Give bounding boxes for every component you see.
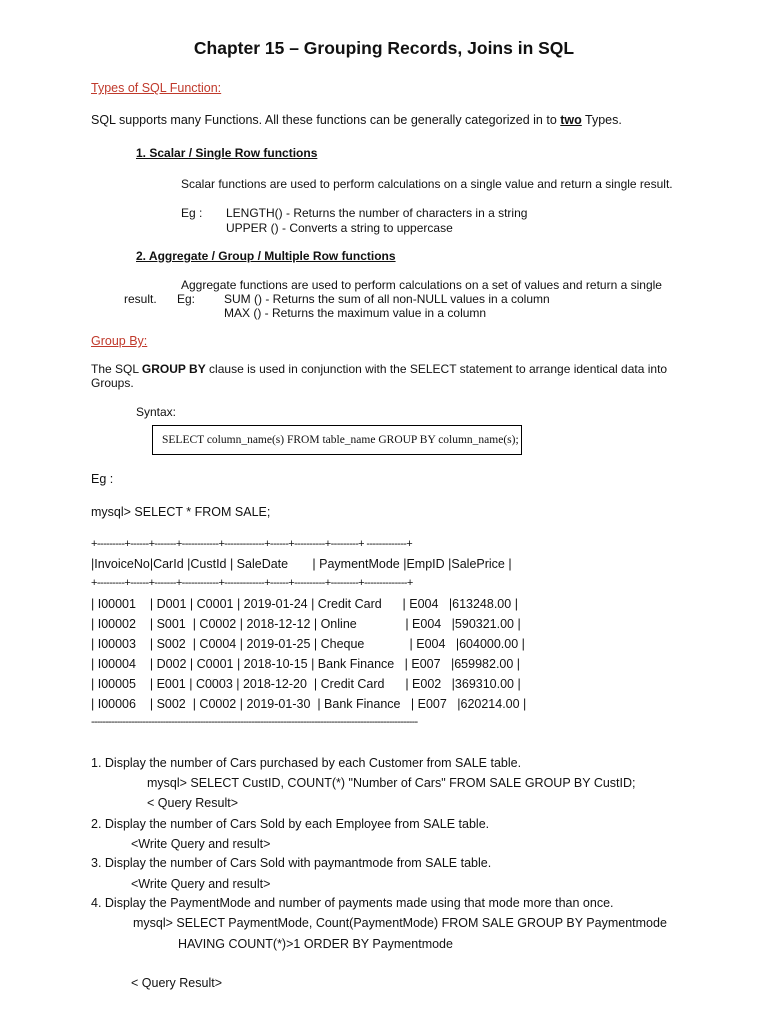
table-row: | I00002 | S001 | C0002 | 2018-12-12 | Online | E004 |590321.00 | xyxy=(91,617,521,631)
aggregate-eg2: MAX () - Returns the maximum value in a column xyxy=(224,306,487,320)
question-3-note: <Write Query and result> xyxy=(131,877,271,891)
table-row: | I00005 | E001 | C0003 | 2018-12-20 | Credit Card | E002 |369310.00 | xyxy=(91,677,521,691)
groupby-heading: Group By: xyxy=(91,334,148,348)
scalar-eg-label: Eg : xyxy=(181,206,203,220)
scalar-eg1: LENGTH() - Returns the number of characters in a string xyxy=(226,206,528,220)
types-intro-text: SQL supports many Functions. All these functions can be generally categorized in to xyxy=(91,113,561,127)
table-row: | I00003 | S002 | C0004 | 2019-01-25 | Cheque | E004 |604000.00 | xyxy=(91,637,525,651)
groupby-desc-end: clause is used in conjunction with the SELECT statement to arrange identical data into xyxy=(205,362,668,376)
question-4-query-cont: HAVING COUNT(*)>1 ORDER BY Paymentmode xyxy=(178,937,453,951)
scalar-heading: 1. Scalar / Single Row functions xyxy=(136,146,318,160)
question-2-note: <Write Query and result> xyxy=(131,837,271,851)
scalar-desc: Scalar functions are used to perform calculations on a single value and return a single result. xyxy=(181,177,673,191)
question-1: 1. Display the number of Cars purchased by each Customer from SALE table. xyxy=(91,756,522,770)
syntax-box: SELECT column_name(s) FROM table_name GROUP BY column_name(s); xyxy=(152,425,522,455)
example-query: mysql> SELECT * FROM SALE; xyxy=(91,505,271,519)
aggregate-desc-cont: result. xyxy=(124,292,157,306)
page-title: Chapter 15 – Grouping Records, Joins in SQL xyxy=(193,38,575,58)
table-row: | I00006 | S002 | C0002 | 2019-01-30 | Bank Finance | E007 |620214.00 | xyxy=(91,697,527,711)
aggregate-eg1: SUM () - Returns the sum of all non-NULL values in a column xyxy=(224,292,550,306)
table-row: | I00004 | D002 | C0001 | 2018-10-15 | Bank Finance | E007 |659982.00 | xyxy=(91,657,521,671)
groupby-desc-text: The SQL xyxy=(91,362,142,376)
table-border-bottom: ------------------------------------------------------------------------------------------------------------------ xyxy=(91,716,418,728)
question-2: 2. Display the number of Cars Sold by each Employee from SALE table. xyxy=(91,817,490,831)
question-4: 4. Display the PaymentMode and number of payments made using that mode more than once. xyxy=(91,896,614,910)
groupby-desc-line2: Groups. xyxy=(91,376,134,390)
scalar-eg2: UPPER () - Converts a string to uppercase xyxy=(226,221,453,235)
question-1-query: mysql> SELECT CustID, COUNT(*) "Number of Cars" FROM SALE GROUP BY CustID; xyxy=(147,776,636,790)
question-4-result: < Query Result> xyxy=(131,976,223,990)
aggregate-desc: Aggregate functions are used to perform calculations on a set of values and return a single xyxy=(181,278,662,292)
types-intro xyxy=(91,113,622,127)
types-intro-end: Types. xyxy=(581,113,622,127)
question-3: 3. Display the number of Cars Sold with paymantmode from SALE table. xyxy=(91,856,492,870)
example-eg-label: Eg : xyxy=(91,472,114,486)
types-heading: Types of SQL Function: xyxy=(91,81,222,95)
groupby-desc-bold: GROUP BY xyxy=(141,362,206,376)
table-row: | I00001 | D001 | C0001 | 2019-01-24 | Credit Card | E004 |613248.00 | xyxy=(91,597,518,611)
table-border-mid: +---------+------+-------+------------+-------------+------+----------+---------+--------------+ xyxy=(91,577,413,589)
syntax-label: Syntax: xyxy=(136,405,177,419)
table-border-top: +---------+------+-------+------------+-------------+------+----------+---------+ -------------+ xyxy=(91,538,413,550)
aggregate-heading: 2. Aggregate / Group / Multiple Row functions xyxy=(136,249,396,263)
question-1-result: < Query Result> xyxy=(147,796,239,810)
types-intro-bold: two xyxy=(560,113,582,127)
question-4-query: mysql> SELECT PaymentMode, Count(PaymentMode) FROM SALE GROUP BY Paymentmode xyxy=(133,916,667,930)
table-header: |InvoiceNo|CarId |CustId | SaleDate | PaymentMode |EmpID |SalePrice | xyxy=(91,557,512,571)
aggregate-eg-label: Eg: xyxy=(177,292,196,306)
groupby-desc xyxy=(91,362,667,376)
